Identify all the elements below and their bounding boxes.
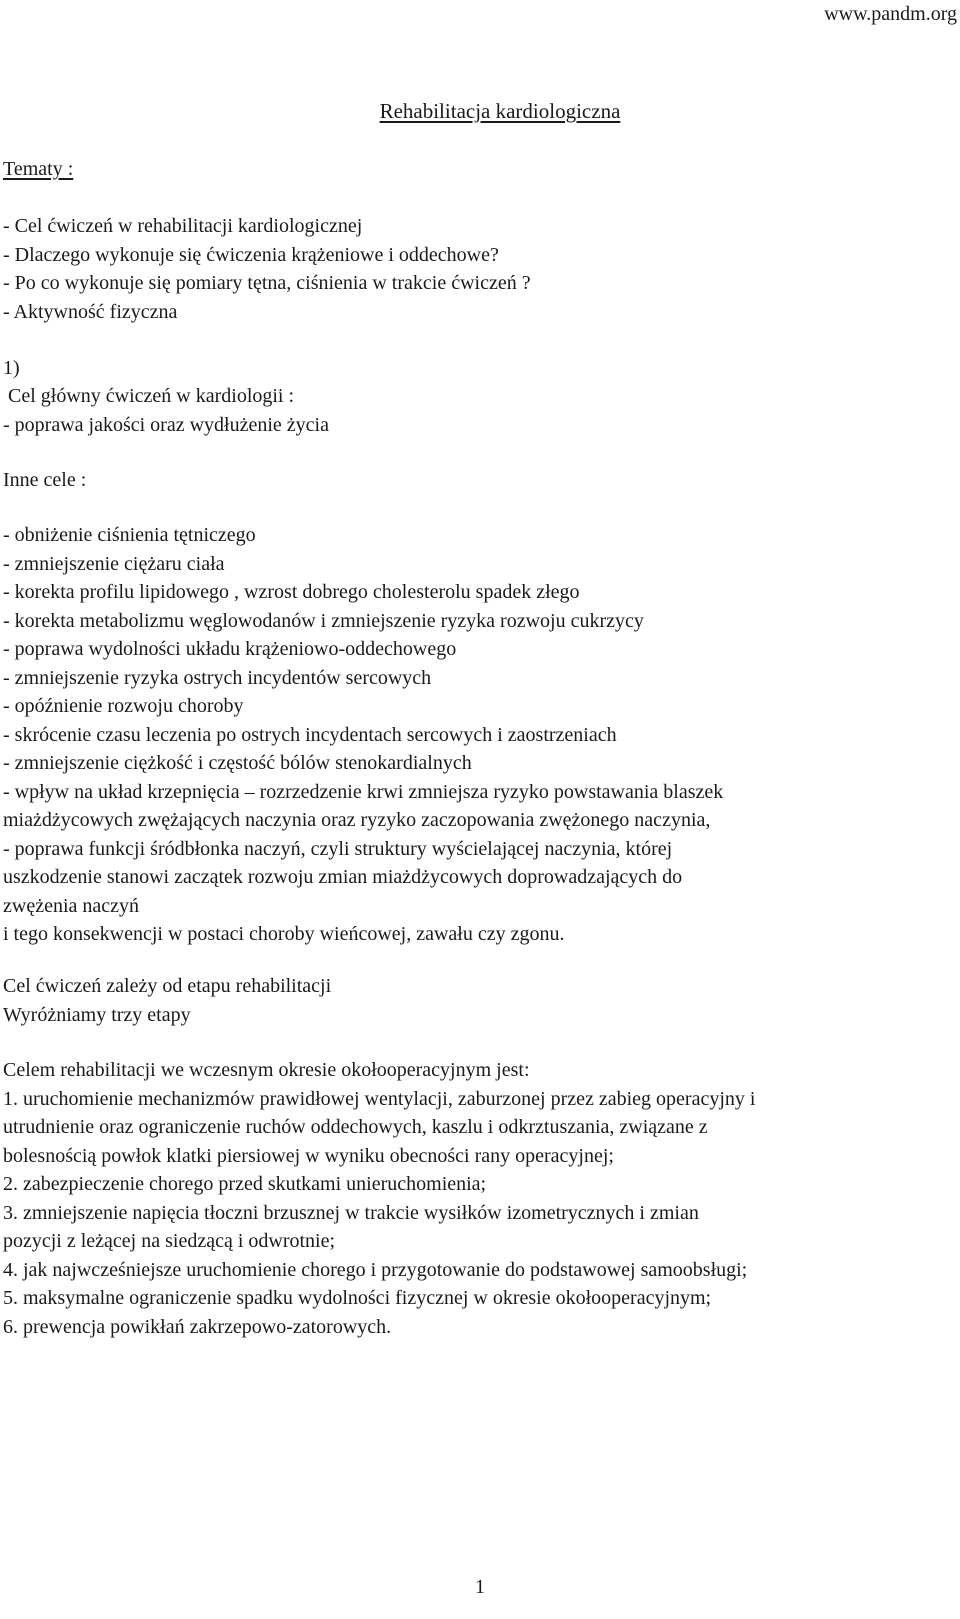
early-period-intro: Celem rehabilitacji we wczesnym okresie okołooperacyjnym jest: <box>3 1059 530 1081</box>
goal-item: - skrócenie czasu leczenia po ostrych incydentach sercowych i zaostrzeniach <box>3 723 617 746</box>
early-period-line: 5. maksymalne ograniczenie spadku wydolności fizycznej w okresie okołooperacyjnym; <box>3 1287 712 1309</box>
goal-item-continuation: miażdżycowych zwężających naczynia oraz ryzyko zaczopowania zwężonego naczynia, <box>3 809 711 831</box>
page-number: 1 <box>475 1576 485 1598</box>
topics-list <box>3 212 531 326</box>
early-period-line: 4. jak najwcześniejsze uruchomienie chorego i przygotowanie do podstawowej samoobsługi; <box>3 1258 748 1281</box>
goal-item: - korekta metabolizmu węglowodanów i zmniejszenie ryzyka rozwoju cukrzycy <box>3 609 644 632</box>
section-number: 1) <box>3 357 20 379</box>
goal-item: - zmniejszenie ryzyka ostrych incydentów sercowych <box>3 666 432 689</box>
early-period-line: bolesnością powłok klatki piersiowej w wyniku obecności rany operacyjnej; <box>3 1144 614 1167</box>
goal-item: - obniżenie ciśnienia tętniczego <box>3 524 256 546</box>
document-title <box>0 97 960 125</box>
early-period-line: pozycji z leżącej na siedzącą i odwrotnie; <box>3 1230 336 1252</box>
goal-item: - poprawa wydolności układu krążeniowo-oddechowego <box>3 638 457 660</box>
goal-item: - wpływ na układ krzepnięcia – rozrzedzenie krwi zmniejsza ryzyko powstawania blaszek <box>3 780 724 803</box>
stages-line: Cel ćwiczeń zależy od etapu rehabilitacji <box>3 975 332 997</box>
goal-item-continuation: zwężenia naczyń <box>3 894 140 917</box>
early-period-line: 3. zmniejszenie napięcia tłoczni brzusznej w trakcie wysiłków izometrycznych i zmian <box>3 1201 699 1224</box>
goal-item-continuation: uszkodzenie stanowi zaczątek rozwoju zmian miażdżycowych doprowadzających do <box>3 866 683 888</box>
stages-line: Wyróżniamy trzy etapy <box>3 1003 191 1026</box>
early-period-block <box>3 1056 755 1341</box>
goal-item: - poprawa funkcji śródbłonka naczyń, czyli struktury wyścielającej naczynia, której <box>3 837 673 860</box>
goal-item: - zmniejszenie ciężaru ciała <box>3 552 225 575</box>
main-goal-text: - poprawa jakości oraz wydłużenie życia <box>3 413 329 436</box>
header-url: www.pandm.org <box>824 3 957 25</box>
main-goal-label: Cel główny ćwiczeń w kardiologii : <box>3 385 295 407</box>
other-goals-list <box>3 521 723 949</box>
topic-item: - Dlaczego wykonuje się ćwiczenia krążeniowe i oddechowe? <box>3 243 499 266</box>
early-period-line: 1. uruchomienie mechanizmów prawidłowej wentylacji, zaburzonej przez zabieg operacyjny i <box>3 1087 756 1110</box>
other-goals-label: Inne cele : <box>3 469 87 491</box>
topic-item: - Aktywność fizyczna <box>3 300 178 323</box>
goal-item: - opóźnienie rozwoju choroby <box>3 695 244 717</box>
main-goal-block <box>3 382 329 439</box>
goal-item: - zmniejszenie ciężkość i częstość bólów stenokardialnych <box>3 752 472 774</box>
topic-item: - Cel ćwiczeń w rehabilitacji kardiologicznej <box>3 215 363 237</box>
goal-item-continuation: i tego konsekwencji w postaci choroby wieńcowej, zawału czy zgonu. <box>3 923 565 945</box>
stages-block <box>3 972 331 1029</box>
early-period-line: utrudnienie oraz ograniczenie ruchów oddechowych, kaszlu i odkrztuszania, związane z <box>3 1116 708 1138</box>
document-title-text: Rehabilitacja kardiologiczna <box>379 99 621 123</box>
topic-item: - Po co wykonuje się pomiary tętna, ciśnienia w trakcie ćwiczeń ? <box>3 272 531 294</box>
goal-item: - korekta profilu lipidowego , wzrost dobrego cholesterolu spadek złego <box>3 581 580 603</box>
early-period-line: 2. zabezpieczenie chorego przed skutkami unieruchomienia; <box>3 1173 487 1195</box>
early-period-line: 6. prewencja powikłań zakrzepowo-zatorowych. <box>3 1315 392 1338</box>
topics-label: Tematy : <box>3 158 74 180</box>
